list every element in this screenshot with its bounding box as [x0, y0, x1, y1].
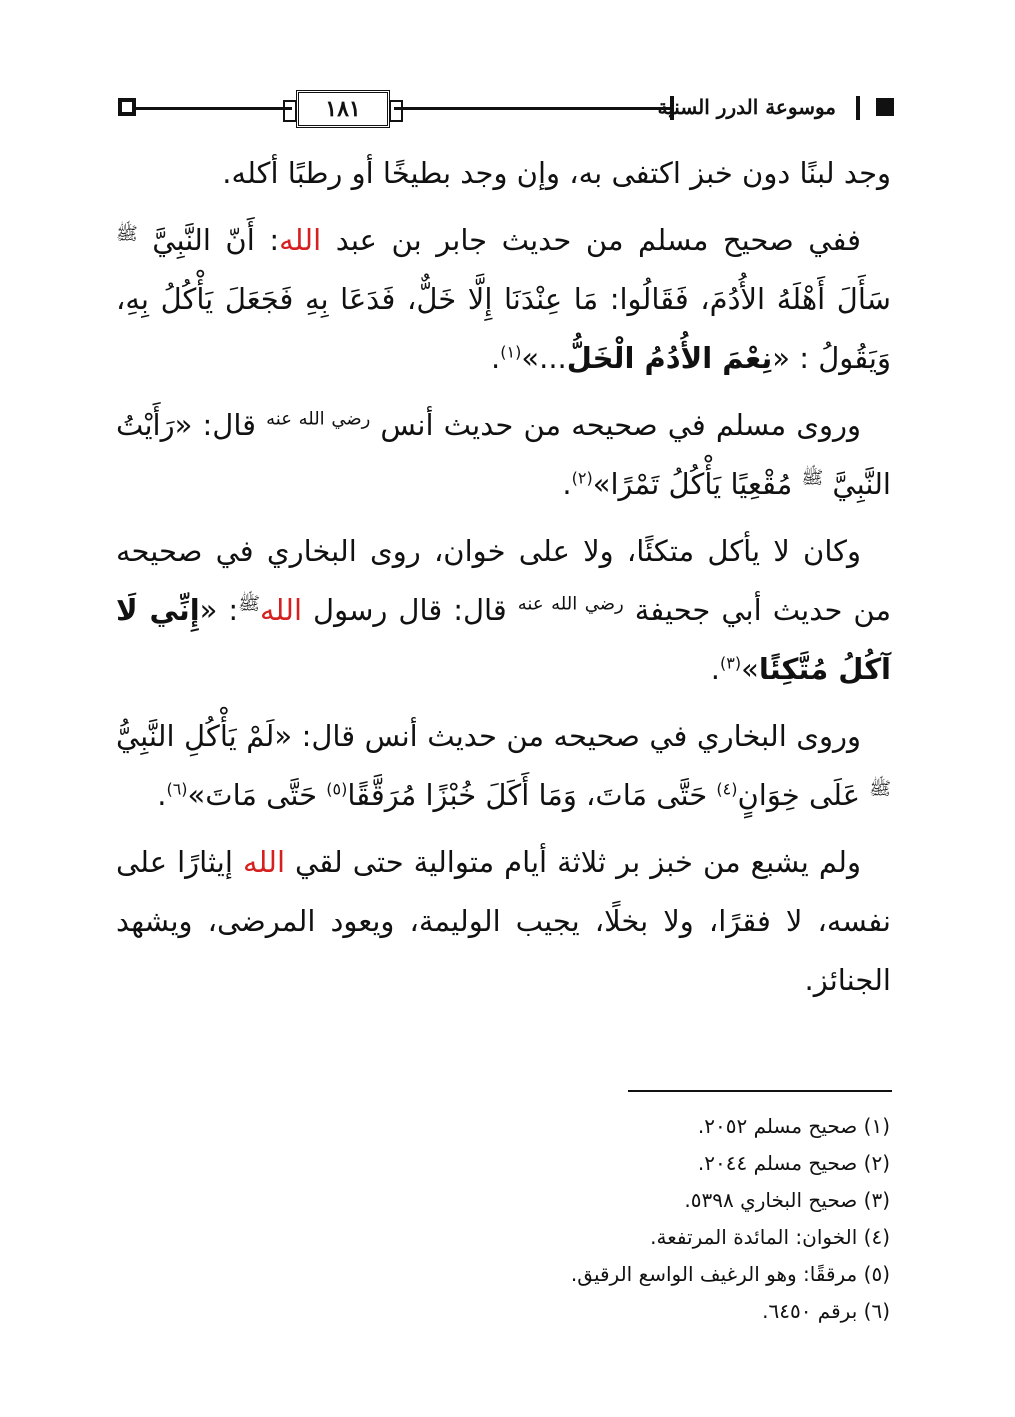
- footnote-separator: [628, 1090, 892, 1092]
- radiallahu-anhu-glyph: رضي الله عنه: [266, 408, 371, 430]
- salutation-glyph: ﷺ: [238, 593, 260, 615]
- footnote-6: (٦) برقم ٦٤٥٠.: [762, 1299, 890, 1323]
- footnote-ref-2: (٢): [571, 468, 593, 488]
- hadith-text: عَلَى خِوَانٍ: [737, 778, 870, 812]
- hadith-text: حَتَّى مَاتَ، وَمَا أَكَلَ خُبْزًا مُرَقَّقًا: [347, 778, 717, 812]
- header-middle-rule: [394, 107, 670, 110]
- punctuation: .: [491, 341, 501, 375]
- header-left-square-ornament: [118, 98, 136, 116]
- hadith-text: حَتَّى مَاتَ»: [187, 778, 327, 812]
- allah-highlight: الله: [259, 593, 303, 627]
- paragraph-5: [116, 707, 891, 825]
- footnote-ref-4: (٤): [716, 779, 738, 799]
- punctuation: »: [741, 652, 759, 686]
- paragraph-4-text: قال: قال رسول: [302, 593, 518, 627]
- footnote-4: (٤) الخوان: المائدة المرتفعة.: [650, 1225, 890, 1249]
- footnote-ref-6: (٦): [166, 779, 188, 799]
- paragraph-1-text: وجد لبنًا دون خبز اكتفى به، وإن وجد بطيخًا أو رطبًا أكله.: [222, 156, 891, 190]
- page-number-box: [296, 90, 390, 128]
- allah-highlight: الله: [242, 845, 285, 879]
- punctuation: : «: [199, 593, 239, 627]
- footnote-ref-3: (٣): [719, 653, 742, 673]
- paragraph-2-text: : أَنّ النَّبِيَّ: [137, 223, 280, 257]
- paragraph-1: [116, 144, 891, 203]
- paragraph-5-text: وروى البخاري في صحيحه من حديث أنس قال: «لَمْ يَأْكُلِ النَّبِيُّ: [116, 719, 861, 753]
- paragraph-4-text: وكان لا يأكل متكئًا، ولا على خوان، روى البخاري في صحيحه من حديث أبي جحيفة: [116, 534, 892, 627]
- salutation-glyph: ﷺ: [869, 778, 891, 800]
- header-left-rule: [136, 107, 292, 110]
- punctuation: .: [710, 652, 720, 686]
- paragraph-6-text: ولم يشبع من خبز بر ثلاثة أيام متوالية حتى لقي: [285, 845, 861, 879]
- header-right-square-ornament: [876, 98, 894, 116]
- book-title: موسوعة الدرر السنية: [657, 95, 836, 119]
- footnote-2: (٢) صحيح مسلم ٢٠٤٤.: [697, 1151, 890, 1175]
- footnote-ref-1: (١): [500, 342, 522, 362]
- footnote-ref-5: (٥): [326, 779, 348, 799]
- paragraph-3-text: وروى مسلم في صحيحه من حديث أنس: [370, 408, 861, 442]
- footnote-1: (١) صحيح مسلم ٢٠٥٢.: [697, 1114, 890, 1138]
- footnotes: [480, 1108, 890, 1330]
- header-right-bar: [856, 96, 860, 120]
- punctuation: .: [562, 467, 572, 501]
- hadith-text: ...»: [521, 341, 567, 375]
- hadith-text: مُقْعِيًا يَأْكُلُ تَمْرًا»: [592, 467, 802, 501]
- footnote-3: (٣) صحيح البخاري ٥٣٩٨.: [684, 1188, 890, 1212]
- main-text: [116, 144, 891, 1018]
- paragraph-6: [116, 833, 891, 1010]
- page-header: [118, 86, 894, 130]
- allah-highlight: الله: [279, 223, 322, 257]
- paragraph-2-text: ففي صحيح مسلم من حديث جابر بن عبد: [321, 223, 861, 257]
- paragraph-6-text: إيثارًا على نفسه، لا فقرًا، ولا بخلًا، يجيب الوليمة، ويعود المرضى، ويشهد الجنائز.: [116, 845, 891, 997]
- punctuation: .: [157, 778, 167, 812]
- page-number: ١٨١: [325, 96, 361, 122]
- paragraph-2: [116, 211, 891, 388]
- paragraph-3-text: قال: «رَأَيْتُ النَّبِيَّ: [116, 408, 891, 501]
- paragraph-4: [116, 522, 891, 699]
- hadith-emphasis: إِنِّي لَا آكُلُ مُتَّكِئًا: [116, 593, 891, 686]
- footnote-5: (٥) مرققًا: وهو الرغيف الواسع الرقيق.: [570, 1262, 890, 1286]
- hadith-text: سَأَلَ أَهْلَهُ الأُدُمَ، فَقَالُوا: مَا عِنْدَنَا إِلَّا خَلٌّ، فَدَعَا بِهِ فَجَعَلَ يَأْكُلُ بِهِ، وَيَقُولُ : «: [116, 282, 891, 375]
- hadith-emphasis: نِعْمَ الأُدُمُ الْخَلُّ: [566, 341, 773, 375]
- salutation-glyph: ﷺ: [801, 467, 824, 489]
- salutation-glyph: ﷺ: [116, 223, 138, 245]
- paragraph-3: [116, 396, 891, 514]
- radiallahu-anhu-glyph: رضي الله عنه: [517, 593, 624, 615]
